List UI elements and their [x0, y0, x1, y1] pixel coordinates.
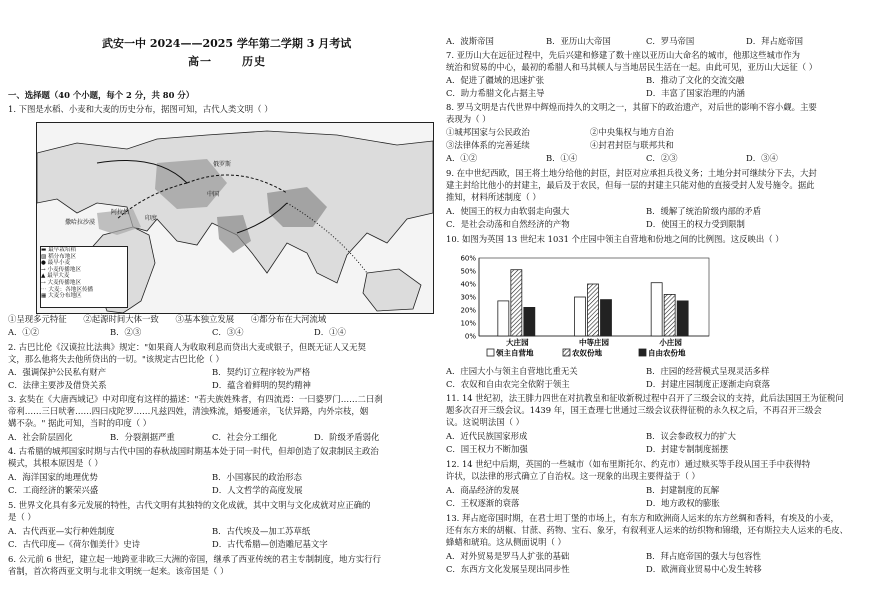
map-label-china: 中国 — [207, 191, 220, 198]
legend-label: 自由农份地 — [648, 348, 686, 358]
grade-label: 高一 — [188, 55, 212, 68]
legend-label: 领主自营地 — [496, 348, 534, 358]
q2-choice-b[interactable]: B．契约订立程序较为严格 — [212, 367, 311, 377]
q9-choice-a[interactable]: A．使国王的权力由软弱走向强大 — [446, 206, 570, 216]
q5-line-1: 5. 世界文化具有多元发展的特性，古代文明有其独特的文化成就，其中文明与文化成就对应正确的 — [8, 500, 371, 510]
q8-opt-4: ④封君封臣与联邦共和 — [590, 140, 674, 150]
bar-2 — [664, 294, 675, 336]
q13-choice-d[interactable]: D．欧洲商业贸易中心发生转移 — [646, 564, 762, 574]
q9-choice-d[interactable]: D．使国王的权力受到限制 — [646, 219, 745, 229]
q1-options: ①呈现多元特征 ②起源时间大体一致 ③基本独立发展 ④都分布在大河流域 — [8, 314, 327, 324]
q12-choice-d[interactable]: D．地方政权的膨胀 — [646, 498, 720, 508]
q11-choice-a[interactable]: A．近代民族国家形成 — [446, 431, 528, 441]
q1-stem: 1. 下图是水稻、小麦和大麦的历史分布，据图可知，古代人类文明（ ） — [8, 104, 273, 114]
manor-ratio-chart — [453, 254, 713, 360]
q6-choice-a[interactable]: A．波斯帝国 — [446, 36, 494, 46]
q13-choice-a[interactable]: A．对外贸易是罗马人扩张的基础 — [446, 551, 570, 561]
q2-line-1: 2. 古巴比伦《汉谟拉比法典》规定："如果商人为收取利息而贷出大麦或银子，但既无证人又无契 — [8, 342, 366, 352]
q5-choice-c[interactable]: C．古代印度—《荷尔伽美什》史诗 — [8, 539, 141, 549]
q7-line-2: 统治和贸易的中心，最初的希腊人和马其顿人与当地居民生活在一起。由此可见，亚历山大远征（ ） — [446, 62, 818, 72]
map-label-russia: 俄罗斯 — [213, 161, 232, 168]
q11-line-1: 11. 14 世纪初，法王腓力四世在对抗教皇和征收新税过程中召开了三级会议的支持，此后法国国王为征税问 — [446, 393, 844, 403]
y-tick-label: 50% — [460, 267, 476, 276]
q2-line-2: 文，那么他将失去他所贷出的一切。"该规定古巴比伦（ ） — [8, 354, 224, 364]
q6-choice-b[interactable]: B．亚历山大帝国 — [546, 36, 611, 46]
y-tick-label: 30% — [460, 293, 476, 302]
q7-line-1: 7. 亚历山大在远征过程中，先后兴建和修建了数十座以亚历山大命名的城市，他那这些城市作为 — [446, 50, 801, 60]
q3-choice-a[interactable]: A．社会阶层固化 — [8, 432, 73, 442]
q3-line-1: 3. 玄奘在《大唐西域记》中对印度有这样的描述："若夫族姓殊者，有四流焉：一曰婆罗门……二曰刹 — [8, 394, 383, 404]
q1-choice-d[interactable]: D．①④ — [314, 327, 346, 337]
q10-choice-c[interactable]: C．农奴和自由农完全依附于领主 — [446, 379, 570, 389]
q9-line-1: 9. 在中世纪西欧，国王将土地分给他的封臣，封臣对应承担兵役义务；土地分封可继续分下去，大封 — [446, 168, 817, 178]
section-heading: 一、选择题（40 个小题，每个 2 分，共 80 分） — [8, 90, 195, 100]
legend-item: ▬ 最早栽培稻 — [41, 247, 77, 253]
q5-choice-a[interactable]: A．古代西亚—实行种姓制度 — [8, 526, 115, 536]
q8-opt-2: ②中央集权与地方自治 — [590, 127, 674, 137]
q1-choice-a[interactable]: A．①② — [8, 327, 40, 337]
y-tick-label: 10% — [460, 319, 476, 328]
legend-label: 农奴份地 — [572, 348, 602, 358]
legend-item: → 小麦传播地区 — [41, 266, 82, 273]
q7-choice-a[interactable]: A．促进了疆域的迅速扩张 — [446, 75, 545, 85]
q4-line-1: 4. 古希腊的城邦国家时期与古代中国的春秋战国时期基本处于同一时代，但却创造了奴隶制民主政治 — [8, 446, 379, 456]
legend-swatch — [487, 349, 494, 356]
q8-choice-a[interactable]: A．①② — [446, 153, 478, 163]
map-label-arab: 阿拉伯 — [111, 209, 130, 216]
q3-line-3: 媾不杂。" 据此可知，当时的印度（ ） — [8, 418, 152, 428]
bar-3 — [677, 301, 688, 336]
legend-item: ● 最早小麦 — [41, 260, 71, 267]
q8-line-1: 8. 罗马文明是古代世界中辉煌而持久的文明之一，其留下的政治遗产，对后世的影响不容小觑。主要 — [446, 102, 817, 112]
q11-choice-b[interactable]: B．议会参政权力的扩大 — [646, 431, 736, 441]
q11-choice-d[interactable]: D．封建专制制度摇摆 — [646, 444, 729, 454]
map-label-india: 印度 — [145, 215, 158, 222]
bar-1 — [575, 297, 586, 336]
q6-line-1: 6. 公元前 6 世纪，建立起一地跨亚非欧三大洲的帝国，继承了西亚传统的君主专制制度，地方实行行 — [8, 554, 382, 564]
y-tick-label: 40% — [460, 280, 476, 289]
q1-choice-c[interactable]: C．③④ — [212, 327, 244, 337]
q13-choice-c[interactable]: C．东西方文化发展呈现出同步性 — [446, 564, 570, 574]
q8-choice-d[interactable]: D．③④ — [746, 153, 778, 163]
q6-choice-d[interactable]: D．拜占庭帝国 — [746, 36, 803, 46]
legend-item: ▨ 稻分布地区 — [41, 253, 77, 260]
q6-choice-c[interactable]: C．罗马帝国 — [646, 36, 695, 46]
q5-line-2: 是（ ） — [8, 512, 36, 522]
q4-choice-d[interactable]: D．人文哲学的高度发展 — [212, 485, 303, 495]
category-label: 大庄园 — [506, 338, 529, 347]
subject-label: 历史 — [242, 55, 266, 68]
q3-choice-b[interactable]: B．分裂割据严重 — [110, 432, 175, 442]
q10-choice-a[interactable]: A．庄园大小与领主自营地比重无关 — [446, 366, 578, 376]
y-tick-label: 60% — [460, 254, 476, 263]
bar-3 — [524, 307, 535, 336]
legend-item: ⋯ 大麦：各地区传播 — [41, 286, 94, 293]
q4-line-2: 模式，其根本原因是（ ） — [8, 458, 103, 468]
q10-choice-d[interactable]: D．封建庄园制度正逐渐走向衰落 — [646, 379, 770, 389]
q7-choice-c[interactable]: C．助力希腊文化占据主导 — [446, 88, 545, 98]
q13-line-1: 13. 拜占庭帝国时期，在君士坦丁堡的市场上，有东方和欧洲商人运来的东方丝绸和香料，有埃及的小麦， — [446, 513, 839, 523]
q12-line-2: 许状，以法律的形式确立了自治权。这一现象的出现主要得益于（ ） — [446, 471, 700, 481]
category-label: 小庄园 — [659, 338, 682, 347]
q13-choice-b[interactable]: B．拜占庭帝国的强大与包容性 — [646, 551, 762, 561]
q4-choice-c[interactable]: C．工商经济的繁荣兴盛 — [8, 485, 99, 495]
y-tick-label: 0% — [464, 332, 476, 341]
bar-2 — [588, 284, 599, 336]
q8-choice-b[interactable]: B．①④ — [546, 153, 578, 163]
q4-choice-a[interactable]: A．海洋国家的地理优势 — [8, 472, 98, 482]
q12-choice-b[interactable]: B．封建制度的瓦解 — [646, 485, 720, 495]
q9-choice-c[interactable]: C．是社会动荡和自然经济的产物 — [446, 219, 570, 229]
q13-line-2: 还有东方来的胡椒、甘蔗、药物、宝石、象牙，有叙利亚人运来的纺织物和锦缎，还有斯拉夫人运来的毛皮、 — [446, 525, 848, 535]
q2-choice-c[interactable]: C．法律主要涉及借贷关系 — [8, 380, 107, 390]
bar-1 — [498, 301, 509, 336]
legend-swatch — [639, 349, 646, 356]
q10-stem: 10. 如图为英国 13 世纪末 1031 个庄园中领主自营地和份地之间的比例图。这反映出（ ） — [446, 234, 784, 244]
q8-opt-1: ①城邦国家与公民政治 — [446, 127, 530, 137]
legend-item: ▲ 最早大麦 — [41, 273, 70, 280]
legend-swatch — [563, 349, 570, 356]
exam-title: 武安一中 2024——2025 学年第二学期 3 月考试 — [102, 37, 352, 50]
q8-line-2: 表现为（ ） — [446, 114, 491, 124]
q12-choice-c[interactable]: C．王权逐渐的衰落 — [446, 498, 520, 508]
category-label: 中等庄园 — [579, 338, 609, 347]
q1-choice-b[interactable]: B．②③ — [110, 327, 142, 337]
q4-choice-b[interactable]: B．小国寡民的政治形态 — [212, 472, 302, 482]
q2-choice-a[interactable]: A．强调保护公民私有财产 — [8, 367, 107, 377]
q9-choice-b[interactable]: B．缓解了统治阶级内部的矛盾 — [646, 206, 762, 216]
y-tick-label: 20% — [460, 306, 476, 315]
q11-line-2: 题多次召开三级会议。1439 年，国王查理七世通过三级会议获得征税的永久权之后，不再召开三级会 — [446, 405, 822, 415]
q5-choice-b[interactable]: B．古代埃及—加工苏草纸 — [212, 526, 311, 536]
q6-line-2: 省制，首次将西亚文明与北非文明统一起来。该帝国是（ ） — [8, 566, 229, 576]
legend-item: ⇢ 大麦传播地区 — [41, 279, 82, 286]
q9-line-2: 建主封给比他小的封建主，最后及于农民，但每一层的封建主只能对他的直接受封人发号施令。据此 — [446, 180, 815, 190]
legend-item: ▦ 大麦分布地区 — [41, 293, 82, 300]
q3-line-2: 帝利……三曰吠奢……四曰戍陀罗……凡兹四姓，清浊殊流，婚娶通亲，飞伏异路，内外宗枝，姻 — [8, 406, 369, 416]
q2-choice-d[interactable]: D．蕴含着鲜明的契约精神 — [212, 380, 311, 390]
q8-opt-3: ③法律体系的完善延续 — [446, 140, 530, 150]
bar-1 — [651, 283, 662, 336]
q7-choice-b[interactable]: B．推动了文化的交流交融 — [646, 75, 745, 85]
bar-3 — [601, 300, 612, 336]
q9-line-3: 推知，材料所述制度（ ） — [446, 192, 541, 202]
q7-choice-d[interactable]: D．丰富了国家治理的内涵 — [646, 88, 745, 98]
q11-line-3: 议。这说明法国（ ） — [446, 417, 525, 427]
q13-line-3: 蜂蜡和琥珀。这从侧面说明（ ） — [446, 537, 566, 547]
q3-choice-d[interactable]: D．阶级矛盾弱化 — [314, 432, 380, 442]
q12-choice-a[interactable]: A．商品经济的发展 — [446, 485, 520, 495]
q5-choice-d[interactable]: D．古代希腊—创造雕尼基文字 — [212, 539, 328, 549]
map-legend — [40, 246, 128, 308]
bar-2 — [511, 270, 522, 336]
q10-choice-b[interactable]: B．庄园的经营模式呈现灵活多样 — [646, 366, 770, 376]
q11-choice-c[interactable]: C．国王权力不断加强 — [446, 444, 528, 454]
q3-choice-c[interactable]: C．社会分工细化 — [212, 432, 278, 442]
q8-choice-c[interactable]: C．②③ — [646, 153, 678, 163]
map-label-sahara: 撒哈拉沙漠 — [65, 219, 96, 226]
q12-line-1: 12. 14 世纪中后期，英国的一些城市（如布里斯托尔、约克市）通过赎买等手段从国王手中获得特 — [446, 459, 811, 469]
